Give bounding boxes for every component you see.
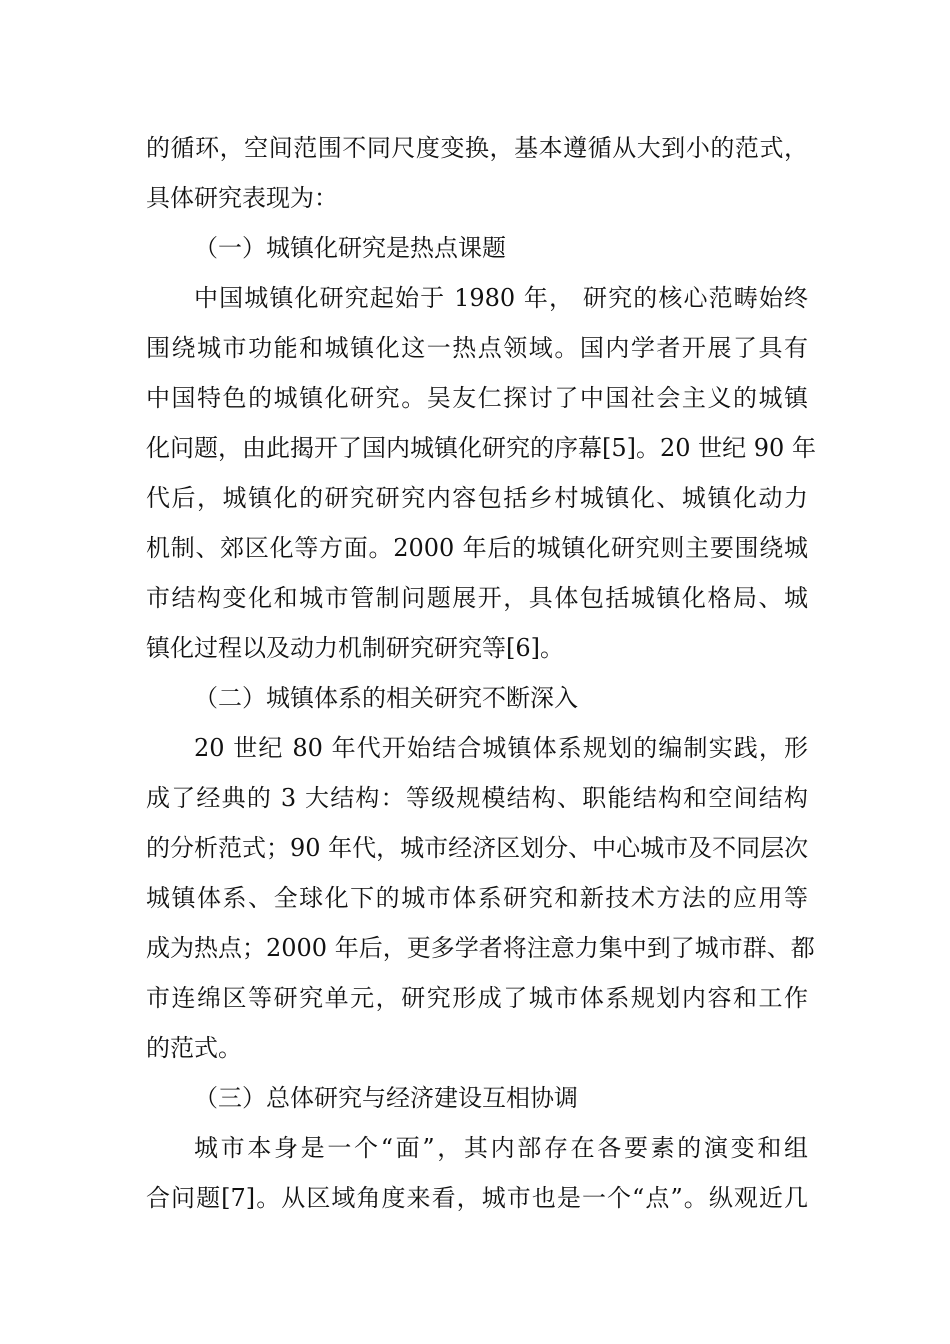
text-line: 的分析范式；90 年代，城市经济区划分、中心城市及不同层次: [146, 834, 809, 862]
text-line: 的范式。: [146, 1034, 242, 1062]
text-line: 镇化过程以及动力机制研究研究等[6]。: [146, 634, 564, 662]
text-line: 中国特色的城镇化研究。吴友仁探讨了中国社会主义的城镇: [146, 384, 808, 412]
text-line: 代后，城镇化的研究研究内容包括乡村城镇化、城镇化动力: [146, 484, 808, 512]
section-heading-2: （二）城镇体系的相关研究不断深入: [194, 684, 578, 712]
text-line: 成了经典的 3 大结构：等级规模结构、职能结构和空间结构: [146, 784, 808, 812]
text-line: 具体研究表现为：: [146, 184, 338, 212]
text-line: 城镇体系、全球化下的城市体系研究和新技术方法的应用等: [146, 884, 808, 912]
text-line: 围绕城市功能和城镇化这一热点领域。国内学者开展了具有: [146, 334, 808, 362]
section-heading-3: （三）总体研究与经济建设互相协调: [194, 1084, 578, 1112]
text-line: 机制、郊区化等方面。2000 年后的城镇化研究则主要围绕城: [146, 534, 808, 562]
text-line: 化问题，由此揭开了国内城镇化研究的序幕[5]。20 世纪 90 年: [146, 434, 816, 462]
section-heading-1: （一）城镇化研究是热点课题: [194, 234, 506, 262]
body-text: [146, 123, 816, 1223]
text-line: 合问题[7]。从区域角度来看，城市也是一个“点”。纵观近几: [146, 1184, 808, 1212]
text-line: 市连绵区等研究单元，研究形成了城市体系规划内容和工作: [146, 984, 808, 1012]
paragraph-first-line: 城市本身是一个“面”，其内部存在各要素的演变和组: [194, 1134, 808, 1162]
text-line: 的循环，空间范围不同尺度变换，基本遵循从大到小的范式，: [146, 134, 808, 162]
paragraph-first-line: 中国城镇化研究起始于 1980 年， 研究的核心范畴始终: [194, 284, 808, 312]
text-line: 成为热点；2000 年后，更多学者将注意力集中到了城市群、都: [146, 934, 815, 962]
paragraph-first-line: 20 世纪 80 年代开始结合城镇体系规划的编制实践，形: [194, 734, 808, 762]
text-line: 市结构变化和城市管制问题展开，具体包括城镇化格局、城: [146, 584, 808, 612]
